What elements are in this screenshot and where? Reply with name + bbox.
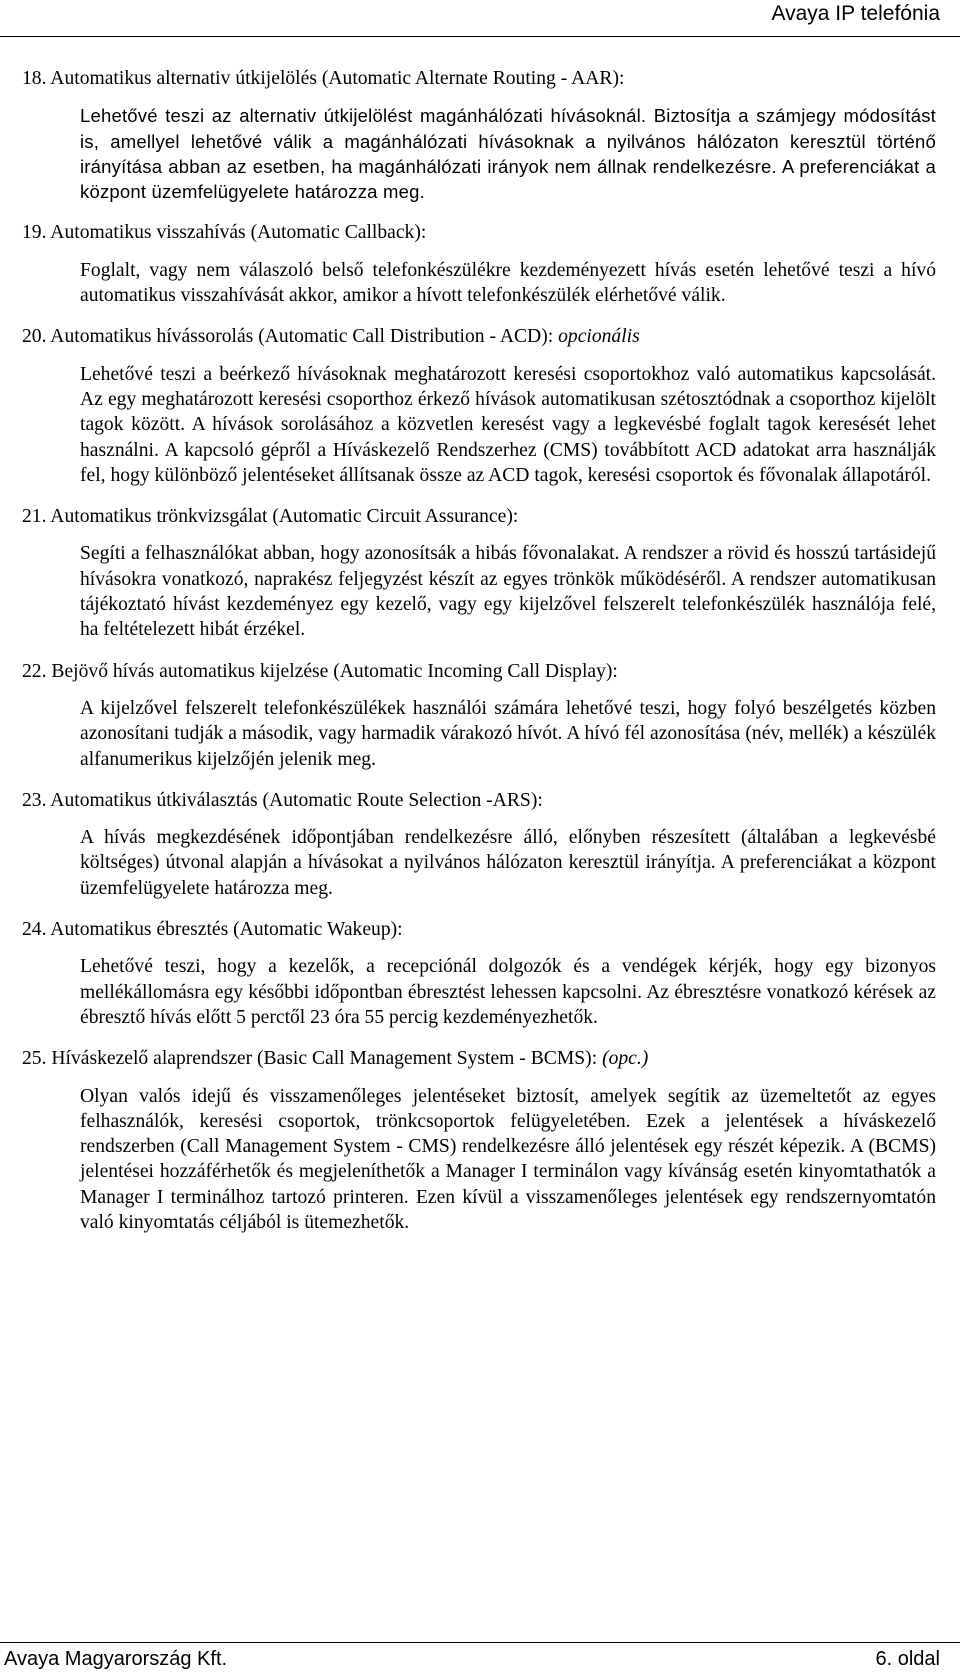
- header-rule: [0, 36, 960, 37]
- section-body: Segíti a felhasználókat abban, hogy azonosítsák a hibás fővonalakat. A rendszer a rövid és hosszú tartásidejű hívásokra vonatkozó, naprakész feljegyzést készít az egyes trönkök működéséről. A rendszer automatikusan tájékoztató hívást kezdeményez egy kezelő, vagy egy kijelzővel felszerelt telefonkészülék használója felé, ha feltételezett hibát érzékel.: [80, 543, 936, 641]
- section-title: 23. Automatikus útkiválasztás (Automatic Route Selection -ARS):: [22, 789, 543, 811]
- section-21: [22, 504, 936, 642]
- section-title: 19. Automatikus visszahívás (Automatic Callback):: [22, 222, 427, 244]
- section-20: [22, 324, 936, 488]
- section-23: [22, 788, 936, 901]
- section-body: Olyan valós idejű és visszamenőleges jelentéseket biztosít, amelyek segítik az üzemeltetőt az egyes felhasználók, keresési csoportok, trönkcsoportok felügyeletében. Ezek a jelentések a híváskezelő rendszerben (Call Management System - CMS) rendelkezésre álló jelentések egy részét képezik. A (BCMS) jelentései hozzáférhetők és megjeleníthetők a Manager I terminálon vagy kívánság esetén kinyomtathatók a Manager I terminálhoz tartozó printeren. Ezen kívül a visszamenőleges jelentések egy rendszernyomtatón való kinyomtatás céljából is ütemezhetők.: [80, 1085, 936, 1233]
- section-title: 21. Automatikus trönkvizsgálat (Automatic Circuit Assurance):: [22, 506, 519, 528]
- section-title-suffix: (opc.): [602, 1048, 649, 1070]
- section-body: A hívás megkezdésének időpontjában rendelkezésre álló, előnyben részesített (általában a legkevésbé költséges) útvonal alapján a hívásokat a nyilvános hálózaton keresztül irányítja. A preferenciákat a központ üzemfelügyelete határozza meg.: [80, 827, 936, 899]
- section-25: [22, 1046, 936, 1235]
- section-body: Lehetővé teszi a beérkező hívásoknak meghatározott keresési csoportokhoz való automatikus kapcsolását. Az egy meghatározott keresési csoporthoz érkező hívások automatikusan szétosztódnak a csoporthoz kijelölt tagok között. A hívások sorolásához a közvetlen keresést vagy a legkevésbé foglalt tagok keresését lehet használni. A kapcsoló gépről a Híváskezelő Rendszerhez (CMS) továbbított ACD adatokat arra használják fel, hogy különböző jelentéseket állítsanak össze az ACD tagok, keresési csoportok és fővonalak állapotáról.: [80, 363, 936, 486]
- footer-page-number: 6. oldal: [875, 1648, 940, 1670]
- section-title-suffix: opcionális: [558, 326, 640, 348]
- header-title: Avaya IP telefónia: [771, 2, 940, 25]
- section-24: [22, 917, 936, 1030]
- section-body: Foglalt, vagy nem válaszoló belső telefonkészülékre kezdeményezett hívás esetén lehetővé teszi a hívó automatikus visszahívását akkor, amikor a hívott telefonkészülék elérhetővé válik.: [80, 259, 936, 307]
- section-18: [22, 66, 936, 204]
- section-title: 22. Bejövő hívás automatikus kijelzése (Automatic Incoming Call Display):: [22, 660, 618, 682]
- section-22: [22, 659, 936, 772]
- section-title: 24. Automatikus ébresztés (Automatic Wakeup):: [22, 919, 403, 941]
- footer-rule: [0, 1642, 960, 1643]
- section-body: Lehetővé teszi, hogy a kezelők, a recepciónál dolgozók és a vendégek kérjék, hogy egy bizonyos mellékállomásra egy későbbi időpontban ébresztést lehessen kapcsolni. Az ébresztésre vonatkozó kérések az ébresztő hívás előtt 5 perctől 23 óra 55 percig kezdeményezhetők.: [80, 956, 936, 1028]
- document-body: [22, 44, 936, 1235]
- section-title: 20. Automatikus hívássorolás (Automatic Call Distribution - ACD): opcionális: [22, 326, 640, 348]
- section-19: [22, 220, 936, 308]
- section-body: Lehetővé teszi az alternativ útkijelölést magánhálózati hívásoknál. Biztosítja a számjegy módosítást is, amellyel lehetővé válik a magánhálózati hívásoknak a nyilvános hálózaton keresztül történő irányítása abban az esetben, ha magánhálózati irányok nem állnak rendelkezésre. A preferenciákat a központ üzemfelügyelete határozza meg.: [80, 105, 936, 203]
- section-title: 25. Híváskezelő alaprendszer (Basic Call Management System - BCMS): (opc.): [22, 1048, 649, 1070]
- section-body: A kijelzővel felszerelt telefonkészülékek használói számára lehetővé teszi, hogy folyó beszélgetés közben azonosítani tudják a második, vagy harmadik várakozó hívót. A hívó fél azonosítása (név, mellék) a készülék alfanumerikus kijelzőjén jelenik meg.: [80, 697, 936, 770]
- footer-company: Avaya Magyarország Kft.: [4, 1648, 228, 1670]
- section-title: 18. Automatikus alternativ útkijelölés (Automatic Alternate Routing - AAR):: [22, 68, 625, 89]
